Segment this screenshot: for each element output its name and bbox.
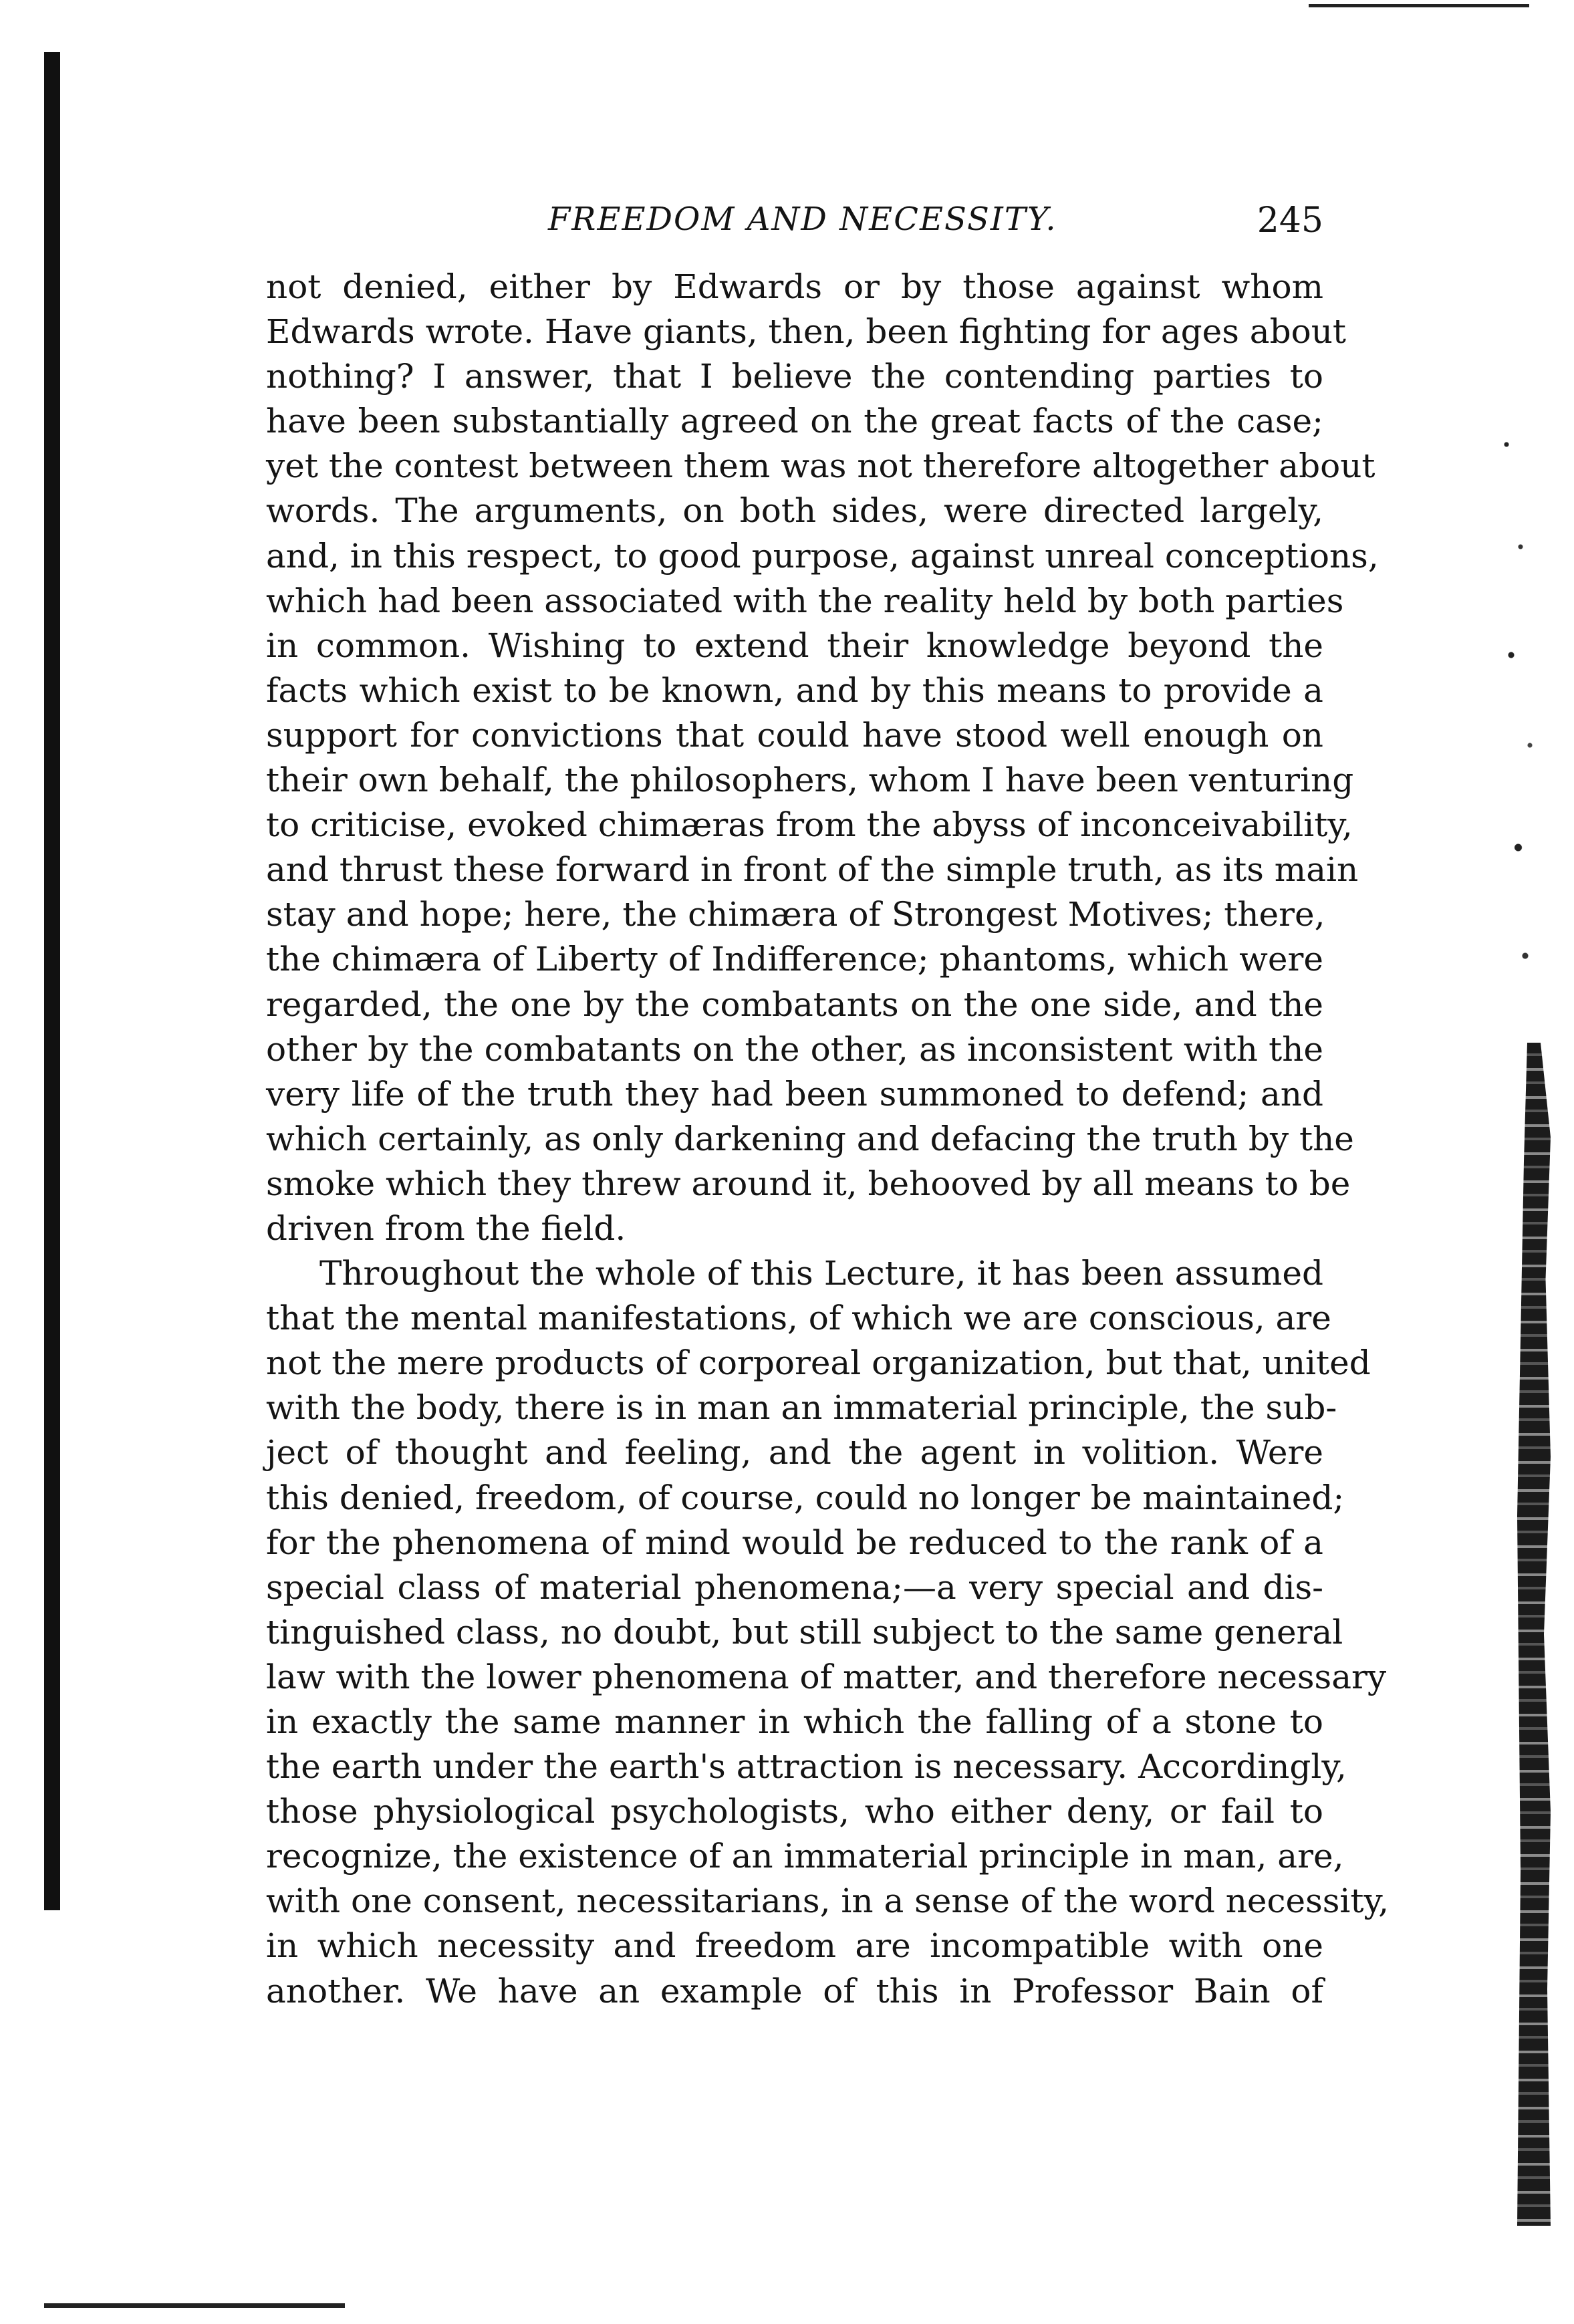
running-head (254, 201, 1323, 249)
text-line: and, in this respect, to good purpose, against unreal conceptions, (266, 536, 1379, 575)
text-line: stay and hope; here, the chimæra of Strongest Motives; there, (266, 895, 1325, 934)
text-line: with the body, there is in man an immaterial principle, the sub- (266, 1388, 1337, 1428)
scan-binding-edge (44, 52, 60, 1910)
text-line: which certainly, as only darkening and defacing the truth by the (266, 1119, 1354, 1158)
text-line: in exactly the same manner in which the falling of a stone to (266, 1702, 1323, 1741)
text-line: with one consent, necessitarians, in a sense of the word necessity, (266, 1882, 1390, 1921)
text-line: nothing? I answer, that I believe the contending parties to (266, 357, 1323, 396)
text-line: tinguished class, no doubt, but still subject to the same general (266, 1612, 1343, 1652)
text-line: law with the lower phenomena of matter, and therefore necessary (266, 1657, 1387, 1696)
text-line: and thrust these forward in front of the simple truth, as its main (266, 850, 1359, 890)
text-line: the earth under the earth's attraction is necessary. Accordingly, (266, 1747, 1347, 1787)
paragraph-end-line: driven from the field. (266, 1208, 626, 1248)
text-line: this denied, freedom, of course, could no longer be maintained; (266, 1478, 1345, 1517)
text-line: to criticise, evoked chimæras from the abyss of inconceivability, (266, 805, 1353, 845)
text-line: which had been associated with the reality held by both parties (266, 581, 1344, 620)
running-title: FREEDOM AND NECESSITY. (548, 201, 1057, 238)
text-line: their own behalf, the philosophers, whom I have been venturing (266, 761, 1354, 800)
text-line: yet the contest between them was not therefore altogether about (266, 446, 1375, 486)
text-line: other by the combatants on the other, as inconsistent with the (266, 1029, 1323, 1069)
text-line: facts which exist to be known, and by this means to provide a (266, 670, 1323, 710)
text-line: smoke which they threw around it, behooved by all means to be (266, 1164, 1351, 1203)
text-line: not the mere products of corporeal organization, but that, united (266, 1343, 1371, 1383)
text-line: very life of the truth they had been summoned to defend; and (266, 1074, 1323, 1114)
text-line: ject of thought and feeling, and the agent in volition. Were (266, 1433, 1323, 1472)
text-line: in common. Wishing to extend their knowledge beyond the (266, 626, 1323, 665)
scan-right-edge (1517, 1043, 1551, 2226)
text-line: special class of material phenomena;—a very special and dis- (266, 1567, 1323, 1607)
paragraph-start-line: Throughout the whole of this Lecture, it has been assumed (319, 1254, 1323, 1293)
text-line: words. The arguments, on both sides, were directed largely, (266, 491, 1323, 531)
text-line: support for convictions that could have stood well enough on (266, 715, 1323, 755)
text-line: another. We have an example of this in Professor Bain of (266, 1971, 1323, 2011)
text-line: recognize, the existence of an immaterial principle in man, are, (266, 1837, 1344, 1876)
scan-top-rule (1309, 4, 1529, 7)
text-line: Edwards wrote. Have giants, then, been fighting for ages about (266, 312, 1347, 352)
page-number: 245 (1257, 201, 1323, 241)
text-line: not denied, either by Edwards or by those against whom (266, 267, 1323, 306)
text-line: in which necessity and freedom are incompatible with one (266, 1926, 1323, 1966)
text-line: those physiological psychologists, who either deny, or fail to (266, 1792, 1323, 1831)
scan-margin-specks (1497, 414, 1544, 1016)
text-line: that the mental manifestations, of which we are conscious, are (266, 1299, 1331, 1338)
text-line: have been substantially agreed on the great facts of the case; (266, 402, 1323, 441)
text-line: regarded, the one by the combatants on the one side, and the (266, 985, 1323, 1024)
text-line: for the phenomena of mind would be reduced to the rank of a (266, 1523, 1323, 1562)
text-line: the chimæra of Liberty of Indifference; phantoms, which were (266, 940, 1323, 979)
scan-bottom-rule (44, 2303, 345, 2308)
body-text (266, 265, 1390, 2014)
